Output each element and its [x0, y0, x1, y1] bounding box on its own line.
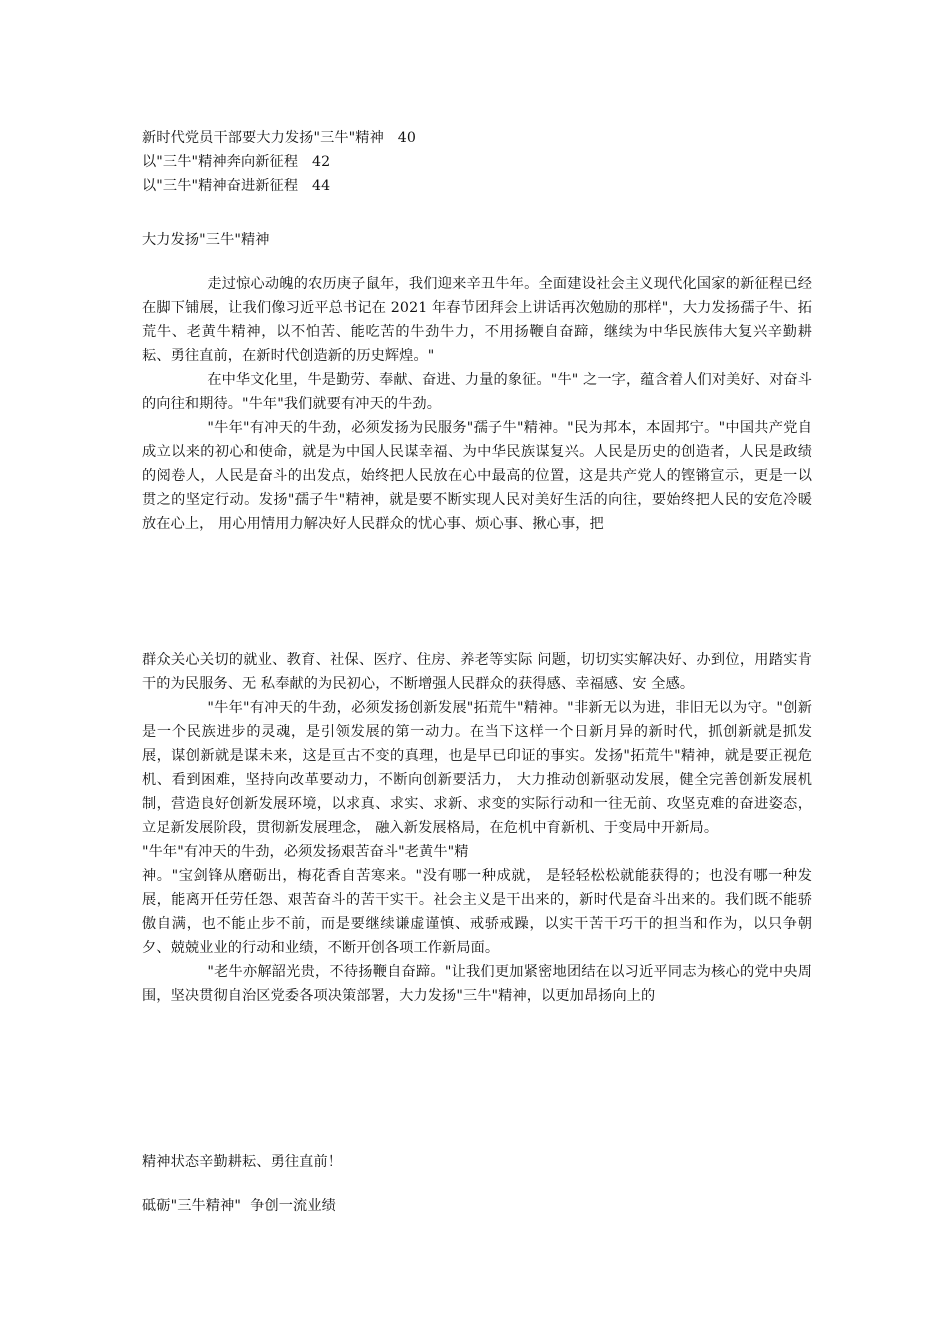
toc-entry-page: 44 — [311, 178, 331, 194]
toc-entry-title: 以"三牛"精神奋进新征程 — [142, 178, 299, 194]
paragraph: 在中华文化里，牛是勤劳、奉献、奋进、力量的象征。"牛" 之一字，蕴含着人们对美好、对奋斗的向往和期待。"牛年"我们就要有冲天的牛劲。 — [142, 372, 812, 412]
closing-line: 精神状态辛勤耕耘、勇往直前！ — [142, 1154, 343, 1170]
next-section-title: 砥砺"三牛精神" 争创一流业绩 — [142, 1198, 336, 1214]
toc-entry — [142, 150, 812, 174]
toc-entry — [142, 126, 812, 150]
table-of-contents — [142, 126, 812, 198]
toc-entry-title: 以"三牛"精神奔向新征程 — [142, 154, 299, 170]
toc-entry-title: 新时代党员干部要大力发扬"三牛"精神 — [142, 130, 384, 146]
paragraph: "老牛亦解韶光贵，不待扬鞭自奋蹄。"让我们更加紧密地团结在以习近平同志为核心的党中央周围，坚决贯彻自治区党委各项决策部署，大力发扬"三牛"精神，以更加昂扬向上的 — [142, 964, 812, 1004]
section-title: 大力发扬"三牛"精神 — [142, 232, 270, 248]
paragraph: "牛年"有冲天的牛劲，必须发扬为民服务"孺子牛"精神。"民为邦本，本固邦宁。"中国共产党自成立以来的初心和使命，就是为中国人民谋幸福、为中华民族谋复兴。人民是历史的创造者，人民是政绩的阅卷人，人民是奋斗的出发点，始终把人民放在心中最高的位置，这是共产党人的铿锵宣示，更是一以贯之的坚定行动。发扬"孺子牛"精神，就是要不断实现人民对美好生活的向往，要始终把人民的安危冷暖放在心上， 用心用情用力解决好人民群众的忧心事、烦心事、揪心事，把 — [142, 420, 812, 532]
toc-entry-page: 42 — [311, 154, 331, 170]
paragraph: 群众关心关切的就业、教育、社保、医疗、住房、养老等实际 问题，切切实实解决好、办到位，用踏实肯干的为民服务、无 私奉献的为民初心，不断增强人民群众的获得感、幸福感、安 全感。 — [142, 652, 812, 692]
paragraph: "牛年"有冲天的牛劲，必须发扬创新发展"拓荒牛"精神。"非新无以为进，非旧无以为守。"创新是一个民族进步的灵魂，是引领发展的第一动力。在当下这样一个日新月异的新时代，抓创新就是抓发展，谋创新就是谋未来，这是亘古不变的真理，也是早已印证的事实。发扬"拓荒牛"精神，就是要正视危机、看到困难，坚持向改革要动力，不断向创新要活力， 大力推动创新驱动发展，健全完善创新发展机制，营造良好创新发展环境，以求真、求实、求新、求变的实际行动和一往无前、攻坚克难的奋进姿态，立足新发展阶段，贯彻新发展理念， 融入新发展格局，在危机中育新机、于变局中开新局。 — [142, 700, 812, 836]
body-part-two — [142, 648, 812, 1008]
paragraph: 神。"宝剑锋从磨砺出，梅花香自苦寒来。"没有哪一种成就， 是轻轻松松就能获得的；也没有哪一种发展，能离开任劳任怨、艰苦奋斗的苦干实干。社会主义是干出来的，新时代是奋斗出来的。我们既不能骄傲自满，也不能止步不前，而是要继续谦虚谨慎、戒骄戒躁，以实干苦干巧干的担当和作为，以只争朝夕、兢兢业业的行动和业绩，不断开创各项工作新局面。 — [142, 868, 812, 956]
paragraph: "牛年"有冲天的牛劲，必须发扬艰苦奋斗"老黄牛"精 — [142, 844, 469, 860]
toc-entry — [142, 174, 812, 198]
paragraph: 走过惊心动魄的农历庚子鼠年，我们迎来辛丑牛年。全面建设社会主义现代化国家的新征程已经在脚下铺展，让我们像习近平总书记在 2021 年春节团拜会上讲话再次勉励的那样"，大力发扬孺子牛、拓荒牛、老黄牛精神，以不怕苦、能吃苦的牛劲牛力，不用扬鞭自奋蹄，继续为中华民族伟大复兴辛勤耕耘、勇往直前，在新时代创造新的历史辉煌。" — [142, 276, 812, 364]
body-part-one — [142, 272, 812, 536]
toc-entry-page: 40 — [397, 130, 416, 146]
